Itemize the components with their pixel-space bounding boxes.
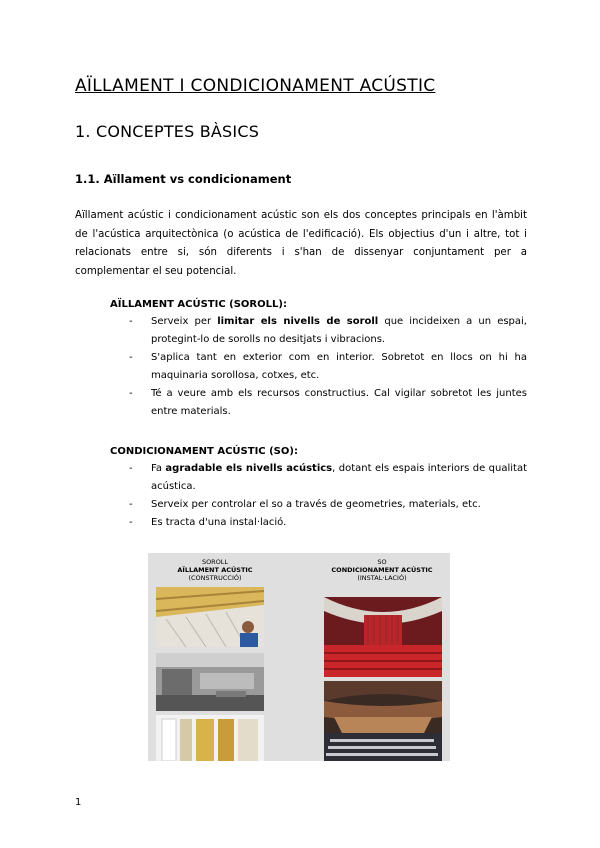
figure-right-caption [320,558,444,582]
aillament-section [110,299,527,421]
caption-line: SO [377,558,387,566]
dash-bullet: - [129,499,133,510]
item-text: Serveix per [151,316,218,327]
item-text: Es tracta d'una instal·lació. [151,517,287,528]
subsection-heading: 1.1. Aïllament vs condicionament [75,172,292,186]
dash-bullet: - [129,316,133,327]
item-text: S'aplica tant en exterior com en interior. Sobretot en llocs on hi ha maquinaria sorollosa, cotxes, etc. [151,352,527,381]
item-text: Fa [151,463,166,474]
section-heading: 1. CONCEPTES BÀSICS [75,122,260,141]
list-item [129,514,527,532]
condicionament-title: CONDICIONAMENT ACÚSTIC (SO): [110,446,298,457]
item-emphasis: limitar els nivells de soroll [217,316,379,327]
item-text: , dotant els espais interiors de qualitat acústica. [151,463,527,492]
dash-bullet: - [129,463,133,474]
page-number: 1 [75,797,82,808]
caption-line: AÏLLAMENT ACÚSTIC [177,566,253,574]
item-text: que incideixen a un espai, protegint-lo de sorolls no desitjats i vibracions. [151,316,527,345]
item-text: Serveix per controlar el so a través de geometries, materials, etc. [151,499,481,510]
list-item [129,385,527,421]
concert-hall-photo [324,681,442,761]
list-item [129,496,527,514]
list-item [129,460,527,496]
auditorium-red-photo [324,597,442,677]
aillament-title: AÏLLAMENT ACÚSTIC (SOROLL): [110,299,287,310]
document-title: AÏLLAMENT I CONDICIONAMENT ACÚSTIC [75,76,436,96]
caption-line: (CONSTRUCCIÓ) [188,574,242,582]
figure-left-caption [156,558,274,582]
aillament-list [129,313,527,421]
insulation-panels-photo [156,715,264,761]
dash-bullet: - [129,388,133,399]
item-text: Té a veure amb els recursos constructius. Cal vigilar sobretot les juntes entre materials. [151,388,527,417]
item-emphasis: agradable els nivells acústics [165,463,333,474]
condicionament-list [129,460,527,532]
interior-wall-photo [156,653,264,711]
ceiling-insulation-photo [156,587,264,647]
list-item [129,349,527,385]
intro-paragraph: Aïllament acústic i condicionament acústic son els dos conceptes principals en l'àmbit de l'acústica arquitectònica (o acústica de l'edificació). Els objectius d'un i altre, tot i relacionats entre si, són diferents i s'han de dissenyar conjuntament per a complementar el seu potencial. [75,210,527,277]
caption-line: SOROLL [201,558,229,566]
caption-line: (INSTAL·LACIÓ) [357,574,407,582]
caption-line: CONDICIONAMENT ACÚSTIC [331,566,433,574]
condicionament-section [110,446,527,532]
comparison-figure [148,553,450,761]
dash-bullet: - [129,517,133,528]
dash-bullet: - [129,352,133,363]
list-item [129,313,527,349]
